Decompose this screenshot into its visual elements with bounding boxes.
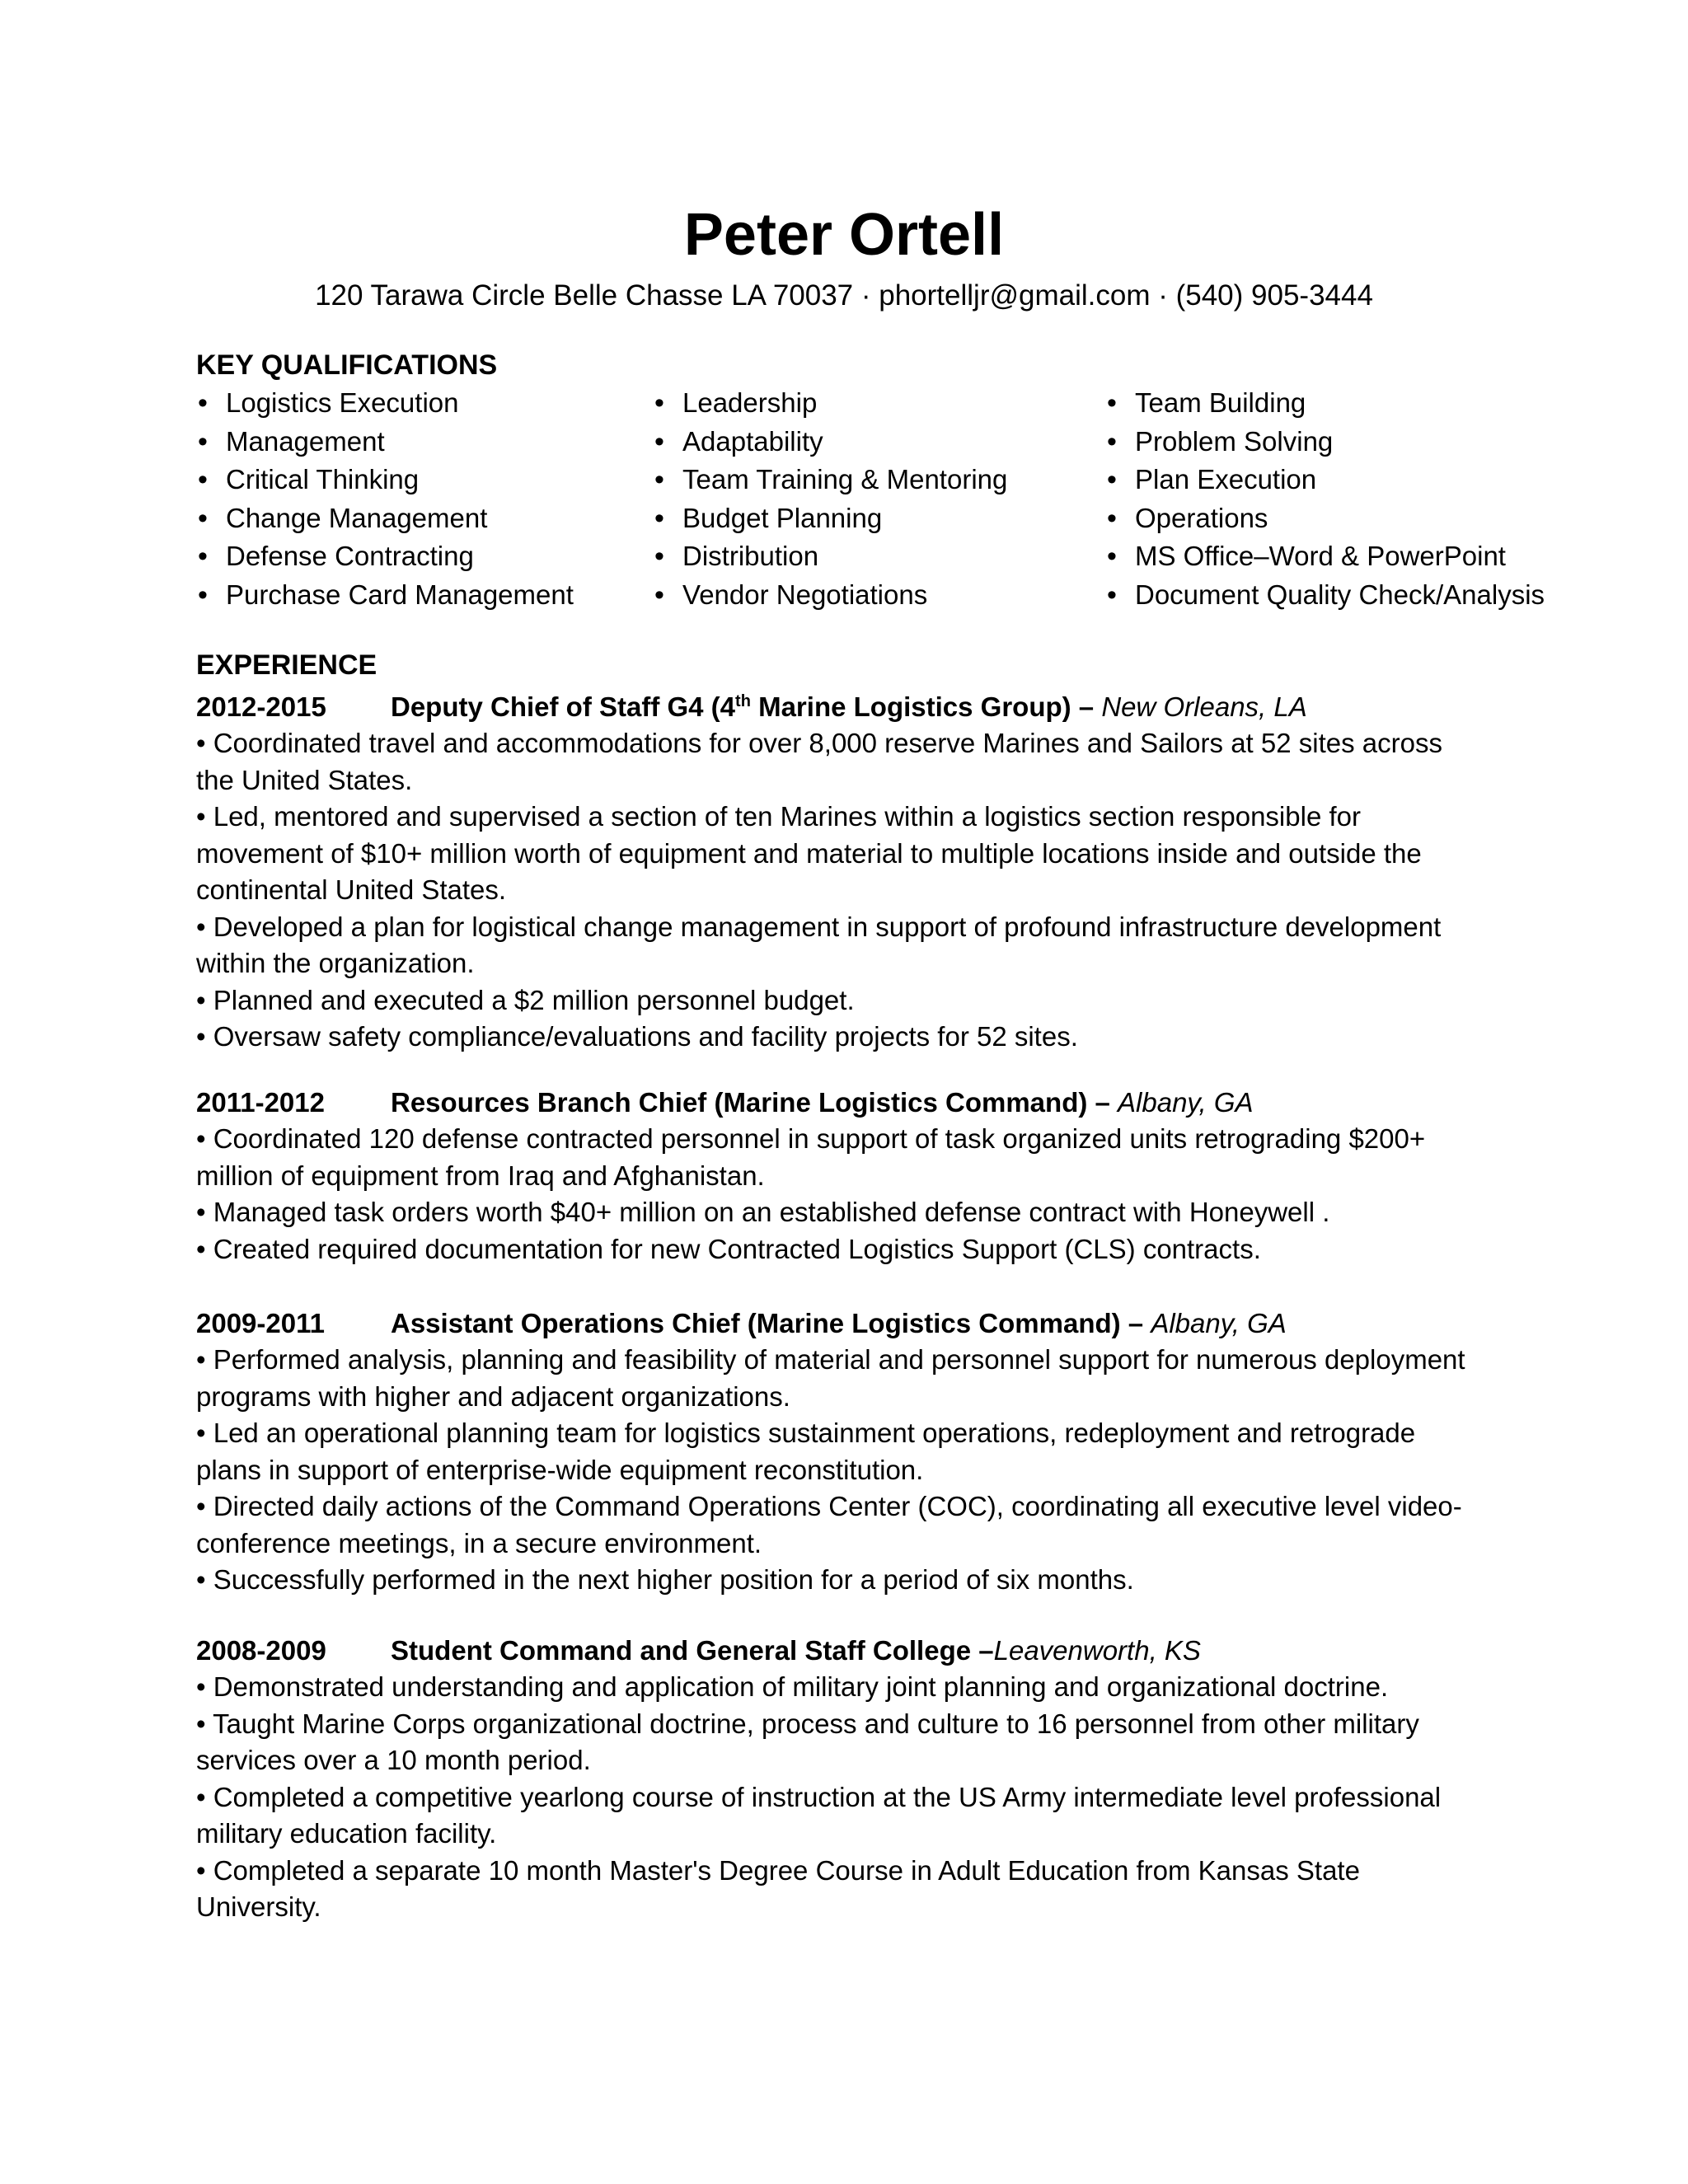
qualification-item: • Critical Thinking xyxy=(196,461,574,499)
job-bullet: • Demonstrated understanding and application of military joint planning and organizational doctrine. xyxy=(196,1671,1389,1702)
qualification-item: • Team Building xyxy=(1105,384,1545,423)
experience-entry xyxy=(196,1633,1482,1926)
qualifications-column-3 xyxy=(1105,384,1545,614)
qualification-item: • Distribution xyxy=(653,537,1007,576)
job-location: Leavenworth, KS xyxy=(993,1635,1201,1666)
experience-heading: EXPERIENCE xyxy=(196,649,377,681)
qualification-item: • Vendor Negotiations xyxy=(653,576,1007,615)
job-years: 2008-2009 xyxy=(196,1635,326,1666)
job-bullet: • Coordinated travel and accommodations for over 8,000 reserve Marines and Sailors at 52 sites across the United States. xyxy=(196,728,1442,795)
job-bullet: • Managed task orders worth $40+ million on an established defense contract with Honeywell . xyxy=(196,1197,1330,1227)
qualification-item: • Adaptability xyxy=(653,423,1007,462)
experience-entry xyxy=(196,683,1482,1056)
qualifications-column-1 xyxy=(196,384,574,614)
job-bullet: • Created required documentation for new Contracted Logistics Support (CLS) contracts. xyxy=(196,1233,1261,1264)
job-bullet: • Successfully performed in the next higher position for a period of six months. xyxy=(196,1564,1134,1595)
job-title-superscript: th xyxy=(735,692,751,710)
job-location: Albany, GA xyxy=(1151,1308,1287,1338)
job-title: Assistant Operations Chief (Marine Logistics Command) – xyxy=(391,1308,1144,1338)
job-years: 2009-2011 xyxy=(196,1308,325,1338)
qualification-item: • Purchase Card Management xyxy=(196,576,574,615)
qualification-item: • Operations xyxy=(1105,499,1545,538)
job-title: Resources Branch Chief (Marine Logistics Command) – xyxy=(391,1087,1110,1118)
job-location: Albany, GA xyxy=(1118,1087,1254,1118)
qualification-item: • Management xyxy=(196,423,574,462)
job-bullet: • Oversaw safety compliance/evaluations and facility projects for 52 sites. xyxy=(196,1021,1078,1052)
key-qualifications-heading: KEY QUALIFICATIONS xyxy=(196,349,498,381)
job-bullet: • Completed a separate 10 month Master's Degree Course in Adult Education from Kansas State University. xyxy=(196,1854,1360,1922)
job-bullet: • Directed daily actions of the Command Operations Center (COC), coordinating all executive level video-conference meetings, in a secure environment. xyxy=(196,1491,1462,1558)
job-bullet: • Performed analysis, planning and feasibility of material and personnel support for numerous deployment programs with higher and adjacent organizations. xyxy=(196,1344,1465,1412)
qualification-item: • Change Management xyxy=(196,499,574,538)
qualification-item: • Leadership xyxy=(653,384,1007,423)
job-title-text-continued: Marine Logistics Group) – xyxy=(750,691,1095,722)
job-header xyxy=(196,683,1482,725)
job-bullet: • Completed a competitive yearlong course of instruction at the US Army intermediate level professional military education facility. xyxy=(196,1781,1442,1849)
job-title-text: Deputy Chief of Staff G4 (4 xyxy=(391,691,736,722)
job-years: 2011-2012 xyxy=(196,1087,325,1118)
job-bullet: • Led an operational planning team for logistics sustainment operations, redeployment and retrograde plans in support of enterprise-wide equipment reconstitution. xyxy=(196,1418,1416,1485)
qualification-item: • Defense Contracting xyxy=(196,537,574,576)
candidate-name: Peter Ortell xyxy=(683,202,1005,268)
job-header xyxy=(196,1633,1482,1669)
qualification-item: • Budget Planning xyxy=(653,499,1007,538)
experience-entry xyxy=(196,1085,1482,1268)
qualification-item: • Plan Execution xyxy=(1105,461,1545,499)
qualification-item: • Team Training & Mentoring xyxy=(653,461,1007,499)
contact-line: 120 Tarawa Circle Belle Chasse LA 70037 · phortelljr@gmail.com · (540) 905-3444 xyxy=(315,279,1373,312)
job-years: 2012-2015 xyxy=(196,691,326,722)
qualifications-list xyxy=(196,384,1597,615)
job-bullet: • Taught Marine Corps organizational doctrine, process and culture to 16 personnel from other military services over a 10 month period. xyxy=(196,1708,1419,1775)
qualification-item: • Document Quality Check/Analysis xyxy=(1105,576,1545,615)
job-bullet: • Planned and executed a $2 million personnel budget. xyxy=(196,984,855,1015)
job-bullet: • Led, mentored and supervised a section of ten Marines within a logistics section responsible for movement of $10+ million worth of equipment and material to multiple locations inside and outside the continental United States. xyxy=(196,801,1422,905)
qualification-item: • Problem Solving xyxy=(1105,423,1545,462)
experience-entry xyxy=(196,1305,1482,1599)
qualification-item: • Logistics Execution xyxy=(196,384,574,423)
job-title xyxy=(391,691,1094,722)
job-header xyxy=(196,1085,1482,1121)
job-title: Student Command and General Staff College – xyxy=(391,1635,994,1666)
job-bullet: • Coordinated 120 defense contracted personnel in support of task organized units retrograding $200+ million of equipment from Iraq and Afghanistan. xyxy=(196,1123,1426,1191)
job-header xyxy=(196,1305,1482,1342)
qualifications-column-2 xyxy=(653,384,1007,614)
job-location: New Orleans, LA xyxy=(1101,691,1307,722)
qualification-item: • MS Office–Word & PowerPoint xyxy=(1105,537,1545,576)
job-bullet: • Developed a plan for logistical change management in support of profound infrastructure development within the organization. xyxy=(196,911,1442,978)
